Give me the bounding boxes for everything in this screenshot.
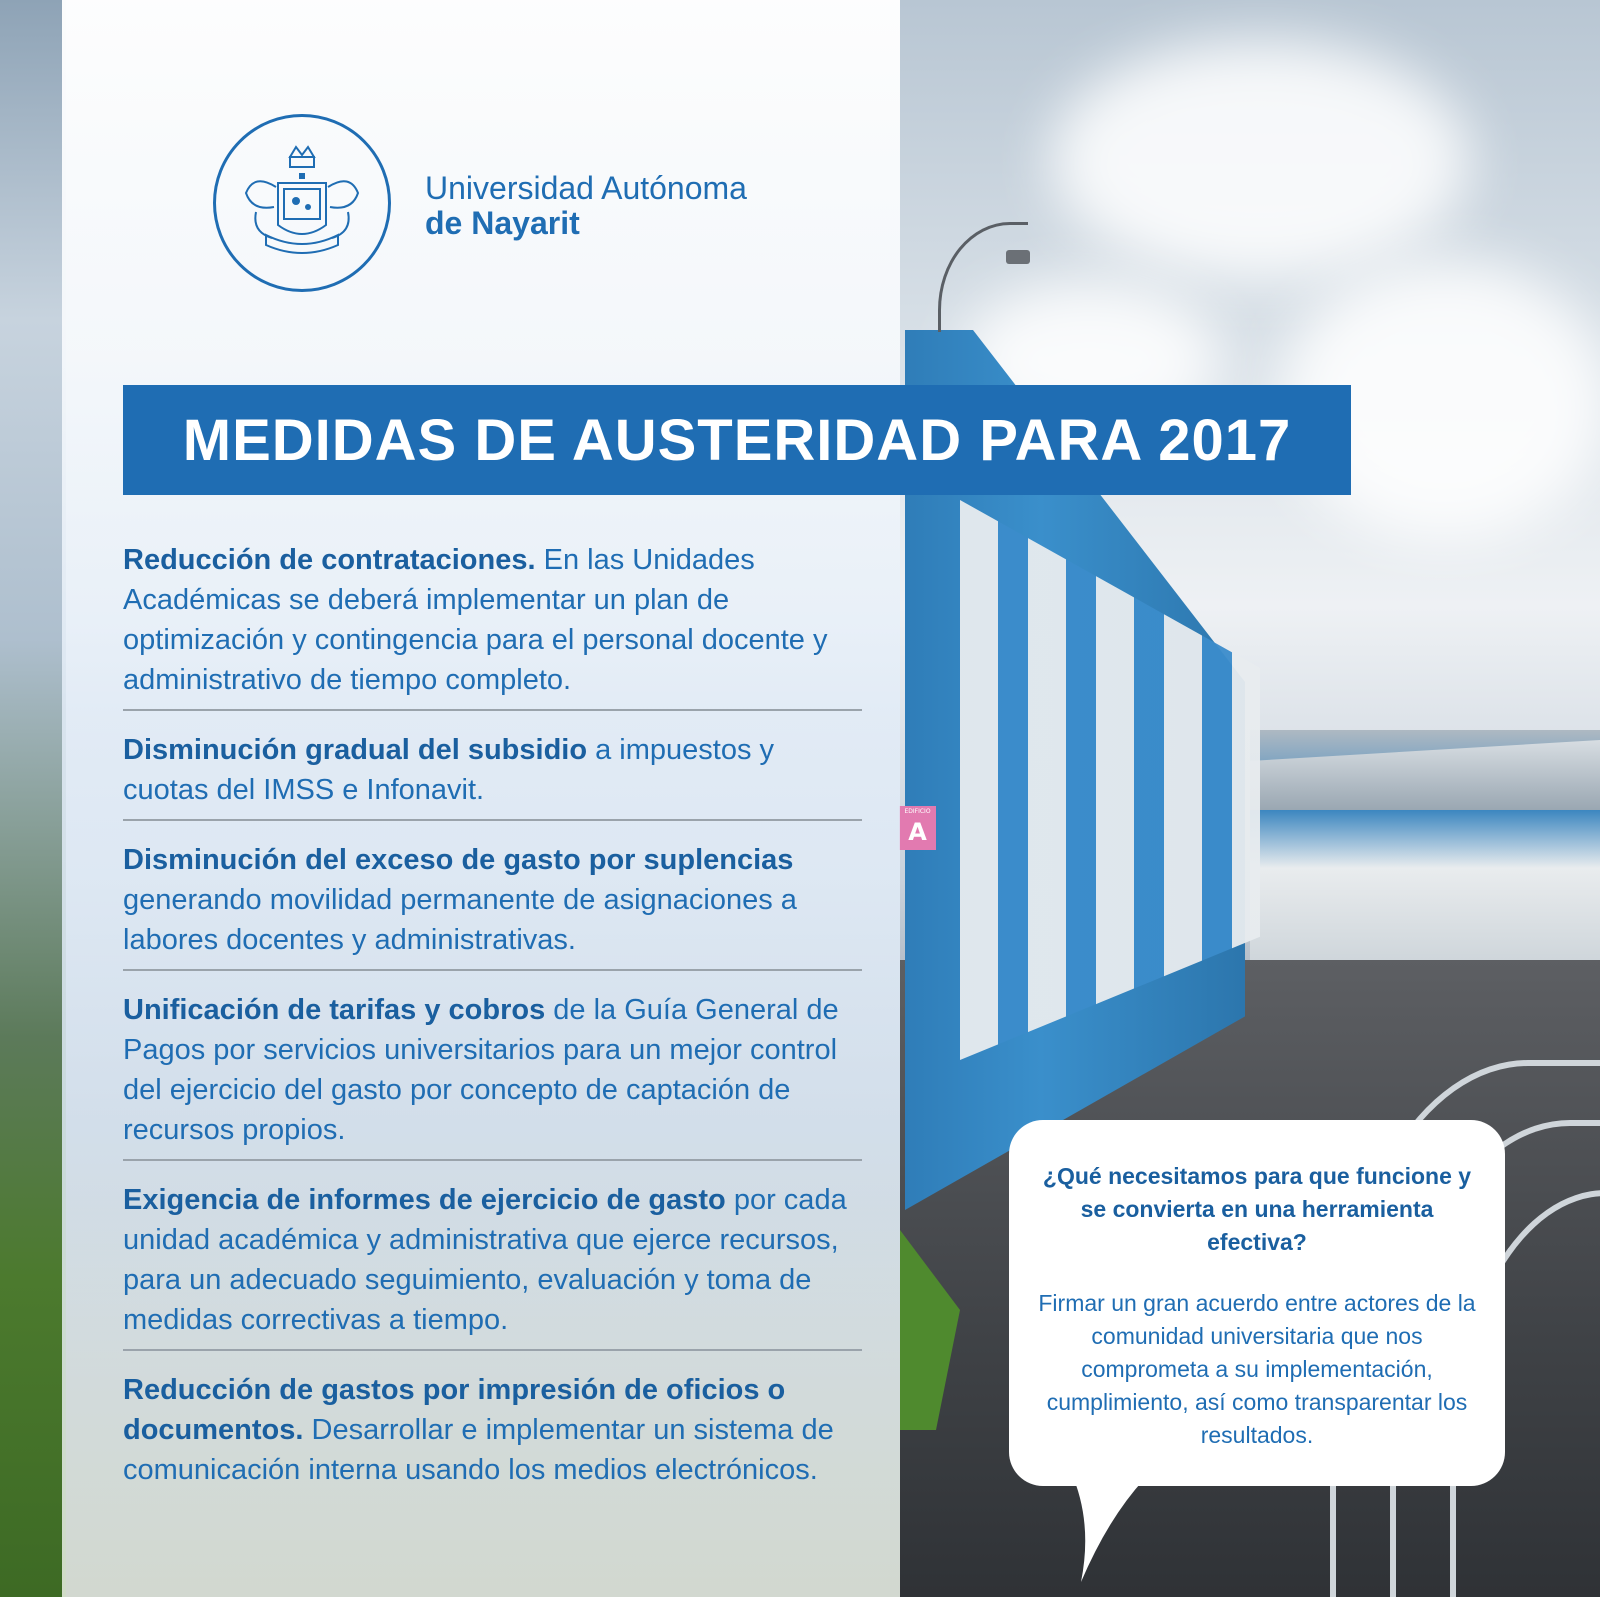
measure-item [123, 540, 862, 711]
title-banner [123, 385, 1351, 495]
seal-emblem-icon [216, 117, 388, 289]
measure-body: En las Unidades Académicas se deberá implementar un plan de optimización y contingencia para el personal docente y administrativo de tiempo completo. [123, 544, 828, 696]
measure-item [123, 730, 862, 821]
measure-heading: Disminución del exceso de gasto por suplencias [123, 844, 794, 876]
cloud [1050, 40, 1470, 280]
building-sign-sublabel: EDIFICIO [904, 808, 931, 815]
measure-heading: Reducción de gastos por impresión de oficios o documentos. [123, 1374, 786, 1446]
university-name [425, 171, 747, 241]
building-a-sign [899, 806, 936, 850]
measure-body: generando movilidad permanente de asignaciones a labores docentes y administrativas. [123, 884, 797, 956]
measure-heading: Unificación de tarifas y cobros [123, 994, 546, 1026]
measure-item [123, 1370, 862, 1499]
measure-body: a impuestos y cuotas del IMSS e Infonavit. [123, 734, 775, 806]
measure-body: Desarrollar e implementar un sistema de comunicación interna usando los medios electrónicos. [123, 1414, 834, 1486]
left-photo-strip [0, 0, 66, 1597]
page-title: MEDIDAS DE AUSTERIDAD PARA 2017 [182, 407, 1292, 473]
measure-item [123, 990, 862, 1161]
bubble-answer: Firmar un gran acuerdo entre actores de la comunidad universitaria que nos comprometa a su implementación, cumplimiento, así como transparentar los resultados. [1038, 1290, 1476, 1448]
speech-bubble-tail [1071, 1472, 1151, 1582]
speech-bubble [1009, 1120, 1505, 1486]
university-name-line1: Universidad Autónoma [425, 170, 747, 206]
measure-body: de la Guía General de Pagos por servicios universitarios para un mejor control del ejercicio del gasto por concepto de captación de recursos propios. [123, 994, 839, 1146]
measure-item [123, 1180, 862, 1351]
bubble-question: ¿Qué necesitamos para que funcione y se convierta en una herramienta efectiva? [1042, 1163, 1472, 1255]
measure-heading: Reducción de contrataciones. [123, 544, 536, 576]
measure-heading: Disminución gradual del subsidio [123, 734, 588, 766]
measure-body: por cada unidad académica y administrativa que ejerce recursos, para un adecuado seguimiento, evaluación y toma de medidas correctivas a tiempo. [123, 1184, 847, 1336]
university-seal-icon [213, 114, 391, 292]
measure-item [123, 840, 862, 971]
lamp-pole [938, 222, 1028, 332]
measures-list [123, 540, 862, 1518]
university-name-line2: de Nayarit [425, 205, 580, 241]
building-sign-letter: A [908, 818, 927, 846]
measure-heading: Exigencia de informes de ejercicio de gasto [123, 1184, 726, 1216]
lamp-icon [1006, 250, 1030, 264]
